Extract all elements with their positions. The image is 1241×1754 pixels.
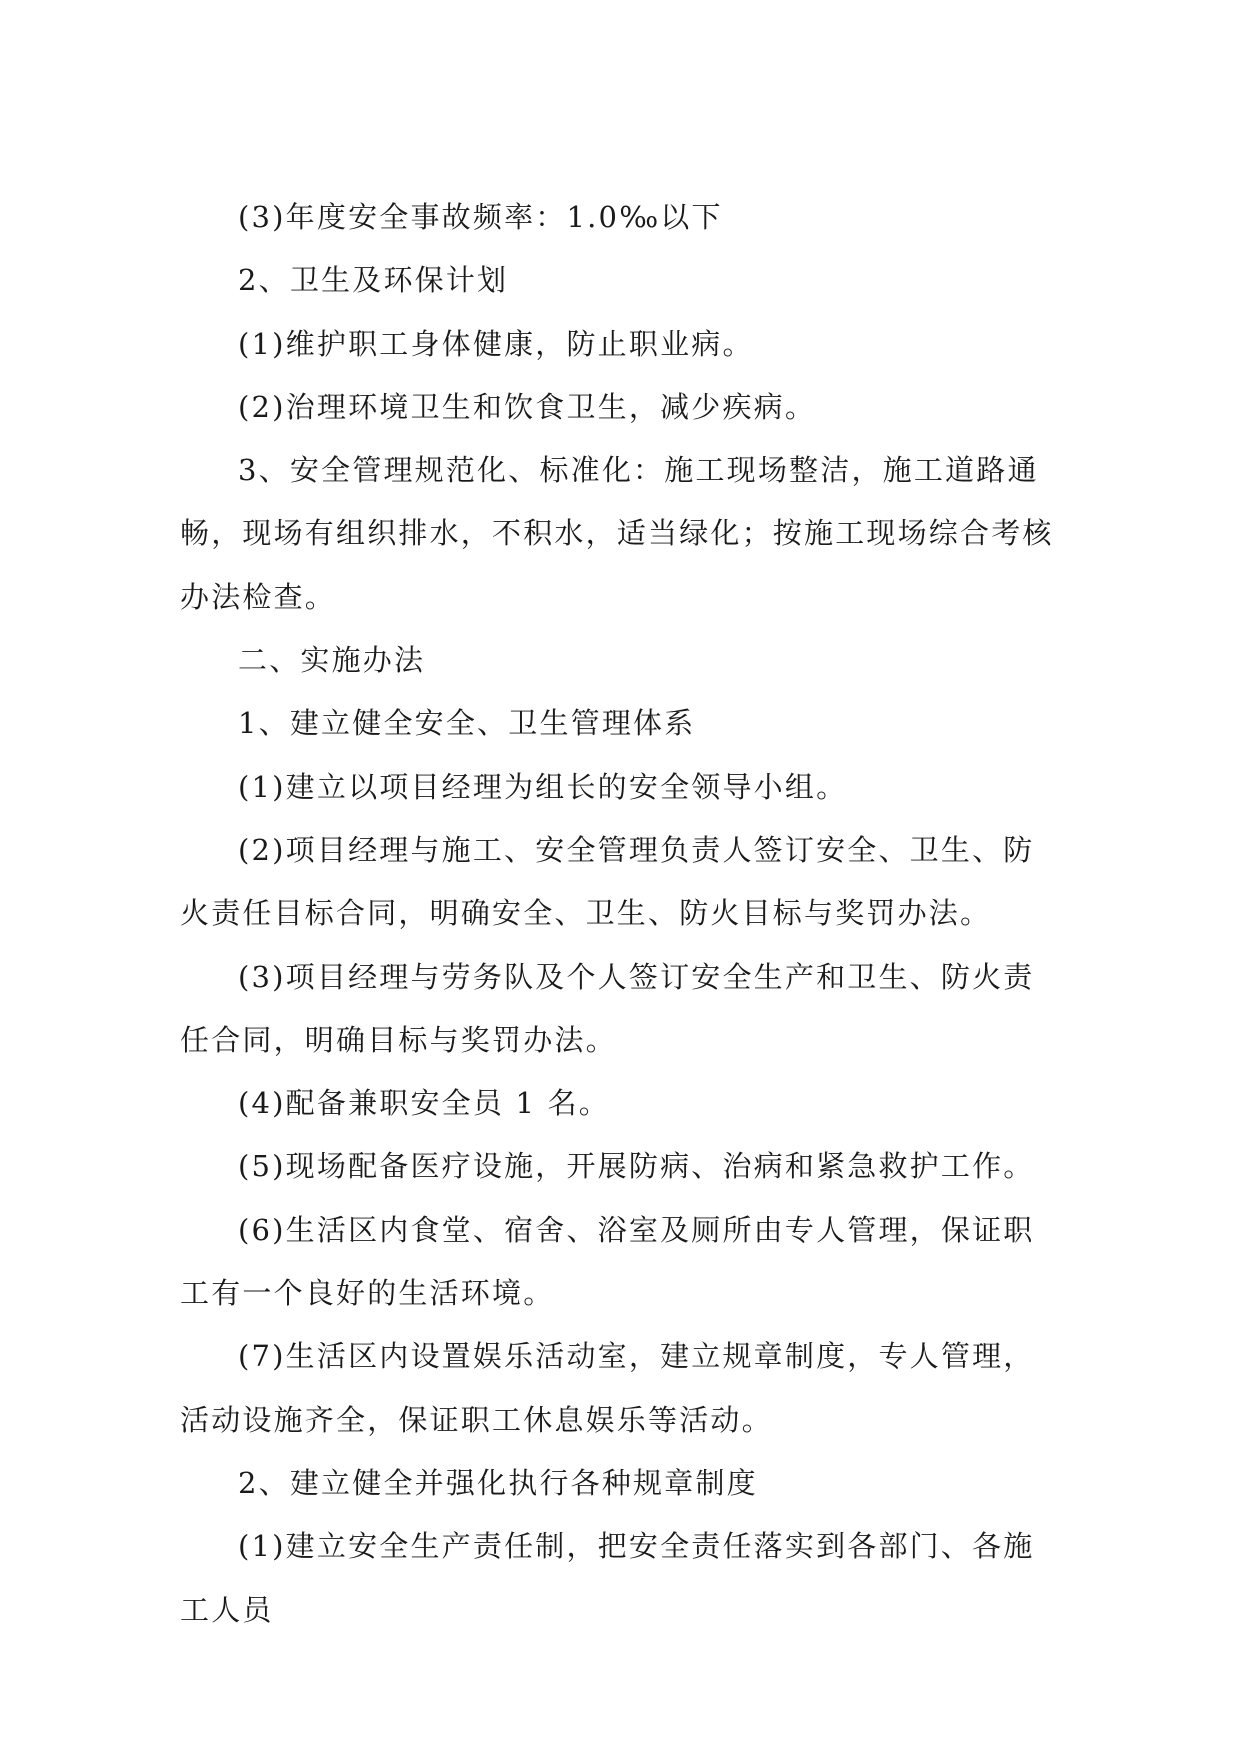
paragraph-9: (2)项目经理与施工、安全管理负责人签订安全、卫生、防火责任目标合同，明确安全、卫生、防火目标与奖罚办法。 <box>180 832 1035 931</box>
paragraph-16: (1)建立安全生产责任制，把安全责任落实到各部门、各施工人员 <box>180 1529 1035 1627</box>
paragraph-4: (2)治理环境卫生和饮食卫生，减少疾病。 <box>238 389 817 424</box>
paragraph-7: 1、建立健全安全、卫生管理体系 <box>238 706 696 741</box>
paragraph-15: 2、建立健全并强化执行各种规章制度 <box>238 1465 758 1500</box>
paragraph-3: (1)维护职工身体健康，防止职业病。 <box>238 326 754 361</box>
paragraph-8: (1)建立以项目经理为组长的安全领导小组。 <box>238 769 848 804</box>
paragraph-11: (4)配备兼职安全员 1 名。 <box>238 1086 610 1121</box>
paragraph-13: (6)生活区内食堂、宿舍、浴室及厕所由专人管理，保证职工有一个良好的生活环境。 <box>180 1212 1035 1311</box>
document-body <box>180 186 1060 1642</box>
paragraph-14: (7)生活区内设置娱乐活动室，建立规章制度，专人管理，活动设施齐全，保证职工休息娱乐等活动。 <box>180 1339 1035 1437</box>
paragraph-6: 二、实施办法 <box>238 643 426 678</box>
paragraph-10: (3)项目经理与劳务队及个人签订安全生产和卫生、防火责任合同，明确目标与奖罚办法。 <box>180 959 1035 1057</box>
paragraph-2: 2、卫生及环保计划 <box>238 263 509 298</box>
paragraph-5: 3、安全管理规范化、标准化：施工现场整洁，施工道路通畅，现场有组织排水，不积水，适当绿化；按施工现场综合考核办法检查。 <box>180 453 1054 614</box>
paragraph-12: (5)现场配备医疗设施，开展防病、治病和紧急救护工作。 <box>238 1149 1035 1184</box>
paragraph-1: (3)年度安全事故频率：1.0‰以下 <box>238 200 723 234</box>
